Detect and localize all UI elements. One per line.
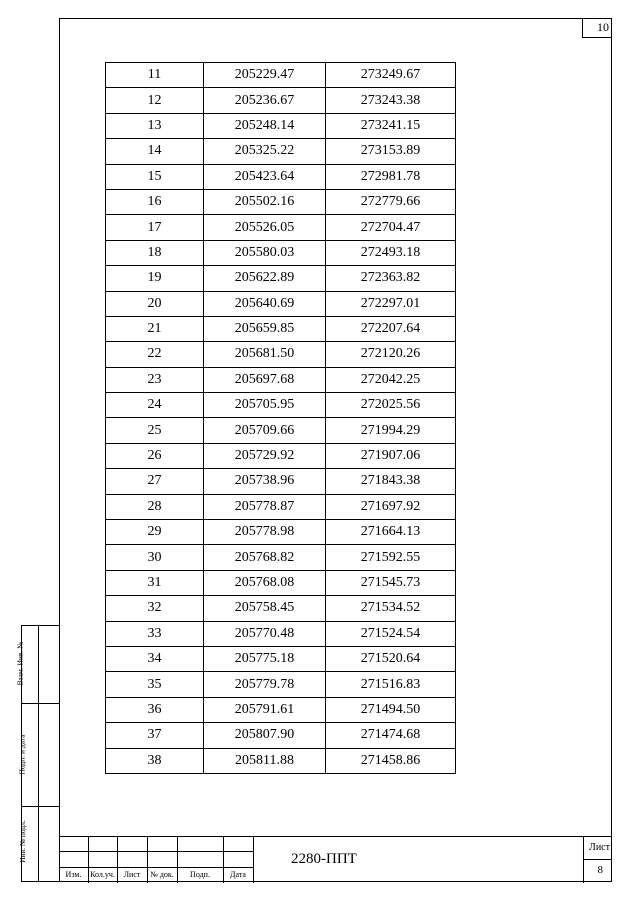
coordinates-table — [105, 62, 456, 774]
point-number-cell: 18 — [106, 240, 204, 265]
point-number-cell: 15 — [106, 164, 204, 189]
table-row — [106, 748, 456, 773]
point-number-cell: 21 — [106, 316, 204, 341]
x-coordinate-cell: 205705.95 — [204, 393, 326, 418]
title-block — [59, 836, 612, 882]
col-label-count: Кол.уч. — [90, 870, 115, 879]
x-coordinate-cell: 205681.50 — [204, 342, 326, 367]
table-row — [106, 139, 456, 164]
x-coordinate-cell: 205768.82 — [204, 545, 326, 570]
point-number-cell: 27 — [106, 469, 204, 494]
x-coordinate-cell: 205502.16 — [204, 189, 326, 214]
point-number-cell: 31 — [106, 570, 204, 595]
table-row — [106, 316, 456, 341]
y-coordinate-cell: 272025.56 — [326, 393, 456, 418]
table-row — [106, 164, 456, 189]
x-coordinate-cell: 205791.61 — [204, 697, 326, 722]
x-coordinate-cell: 205423.64 — [204, 164, 326, 189]
col-label-date: Дата — [230, 870, 246, 879]
title-block-col-line — [583, 837, 584, 883]
binding-strip-divider — [21, 703, 59, 704]
point-number-cell: 16 — [106, 189, 204, 214]
x-coordinate-cell: 205229.47 — [204, 63, 326, 88]
x-coordinate-cell: 205640.69 — [204, 291, 326, 316]
point-number-cell: 13 — [106, 113, 204, 138]
y-coordinate-cell: 271494.50 — [326, 697, 456, 722]
point-number-cell: 34 — [106, 646, 204, 671]
y-coordinate-cell: 272981.78 — [326, 164, 456, 189]
y-coordinate-cell: 273153.89 — [326, 139, 456, 164]
table-row — [106, 113, 456, 138]
y-coordinate-cell: 272363.82 — [326, 266, 456, 291]
table-row — [106, 215, 456, 240]
point-number-cell: 28 — [106, 494, 204, 519]
x-coordinate-cell: 205779.78 — [204, 672, 326, 697]
table-row — [106, 240, 456, 265]
y-coordinate-cell: 271907.06 — [326, 443, 456, 468]
table-row — [106, 443, 456, 468]
page-number: 10 — [597, 20, 609, 34]
table-row — [106, 545, 456, 570]
point-number-cell: 24 — [106, 393, 204, 418]
x-coordinate-cell: 205778.98 — [204, 520, 326, 545]
point-number-cell: 25 — [106, 418, 204, 443]
point-number-cell: 26 — [106, 443, 204, 468]
x-coordinate-cell: 205811.88 — [204, 748, 326, 773]
point-number-cell: 37 — [106, 723, 204, 748]
replacement-inventory-label: Взам. Инв. № — [15, 641, 25, 686]
table-row — [106, 88, 456, 113]
point-number-cell: 35 — [106, 672, 204, 697]
original-inventory-label: Инв. № подл. — [17, 820, 27, 863]
table-row — [106, 418, 456, 443]
table-row — [106, 291, 456, 316]
x-coordinate-cell: 205580.03 — [204, 240, 326, 265]
y-coordinate-cell: 271697.92 — [326, 494, 456, 519]
x-coordinate-cell: 205248.14 — [204, 113, 326, 138]
y-coordinate-cell: 271664.13 — [326, 520, 456, 545]
y-coordinate-cell: 271994.29 — [326, 418, 456, 443]
y-coordinate-cell: 273243.38 — [326, 88, 456, 113]
x-coordinate-cell: 205236.67 — [204, 88, 326, 113]
sheet-number: 8 — [597, 864, 603, 876]
coordinates-table-body — [106, 63, 456, 774]
table-row — [106, 367, 456, 392]
x-coordinate-cell: 205770.48 — [204, 621, 326, 646]
page-number-box — [582, 18, 612, 38]
x-coordinate-cell: 205768.08 — [204, 570, 326, 595]
title-block-row-line — [583, 859, 612, 860]
x-coordinate-cell: 205778.87 — [204, 494, 326, 519]
point-number-cell: 19 — [106, 266, 204, 291]
y-coordinate-cell: 272779.66 — [326, 189, 456, 214]
binding-strip-col-wide — [38, 625, 59, 882]
table-row — [106, 342, 456, 367]
y-coordinate-cell: 271843.38 — [326, 469, 456, 494]
y-coordinate-cell: 272120.26 — [326, 342, 456, 367]
y-coordinate-cell: 271474.68 — [326, 723, 456, 748]
table-row — [106, 646, 456, 671]
sheet-label: Лист — [589, 842, 610, 853]
table-row — [106, 570, 456, 595]
point-number-cell: 33 — [106, 621, 204, 646]
table-row — [106, 672, 456, 697]
y-coordinate-cell: 272704.47 — [326, 215, 456, 240]
table-row — [106, 189, 456, 214]
table-row — [106, 723, 456, 748]
col-label-sheet: Лист — [123, 870, 141, 879]
table-row — [106, 266, 456, 291]
y-coordinate-cell: 271534.52 — [326, 596, 456, 621]
title-block-col-line — [253, 837, 254, 883]
y-coordinate-cell: 272297.01 — [326, 291, 456, 316]
point-number-cell: 17 — [106, 215, 204, 240]
col-label-doc-no: № док. — [150, 870, 174, 879]
y-coordinate-cell: 271545.73 — [326, 570, 456, 595]
point-number-cell: 36 — [106, 697, 204, 722]
point-number-cell: 14 — [106, 139, 204, 164]
point-number-cell: 12 — [106, 88, 204, 113]
y-coordinate-cell: 273241.15 — [326, 113, 456, 138]
x-coordinate-cell: 205659.85 — [204, 316, 326, 341]
point-number-cell: 11 — [106, 63, 204, 88]
x-coordinate-cell: 205775.18 — [204, 646, 326, 671]
x-coordinate-cell: 205709.66 — [204, 418, 326, 443]
x-coordinate-cell: 205526.05 — [204, 215, 326, 240]
y-coordinate-cell: 271458.86 — [326, 748, 456, 773]
table-row — [106, 494, 456, 519]
table-row — [106, 520, 456, 545]
x-coordinate-cell: 205758.45 — [204, 596, 326, 621]
table-row — [106, 621, 456, 646]
binding-strip — [15, 625, 59, 882]
x-coordinate-cell: 205622.89 — [204, 266, 326, 291]
signature-date-label: Подп. и дата — [17, 734, 27, 775]
table-row — [106, 393, 456, 418]
point-number-cell: 20 — [106, 291, 204, 316]
table-row — [106, 697, 456, 722]
point-number-cell: 32 — [106, 596, 204, 621]
y-coordinate-cell: 273249.67 — [326, 63, 456, 88]
x-coordinate-cell: 205729.92 — [204, 443, 326, 468]
col-label-signature: Подп. — [190, 870, 210, 879]
point-number-cell: 22 — [106, 342, 204, 367]
x-coordinate-cell: 205738.96 — [204, 469, 326, 494]
point-number-cell: 38 — [106, 748, 204, 773]
binding-strip-divider — [21, 806, 59, 807]
document-code: 2280-ППТ — [291, 851, 357, 867]
y-coordinate-cell: 271524.54 — [326, 621, 456, 646]
y-coordinate-cell: 272042.25 — [326, 367, 456, 392]
col-label-change: Изм. — [65, 870, 82, 879]
y-coordinate-cell: 272207.64 — [326, 316, 456, 341]
y-coordinate-cell: 271520.64 — [326, 646, 456, 671]
table-row — [106, 596, 456, 621]
point-number-cell: 23 — [106, 367, 204, 392]
y-coordinate-cell: 271592.55 — [326, 545, 456, 570]
point-number-cell: 30 — [106, 545, 204, 570]
y-coordinate-cell: 272493.18 — [326, 240, 456, 265]
table-row — [106, 63, 456, 88]
x-coordinate-cell: 205807.90 — [204, 723, 326, 748]
table-row — [106, 469, 456, 494]
x-coordinate-cell: 205325.22 — [204, 139, 326, 164]
x-coordinate-cell: 205697.68 — [204, 367, 326, 392]
point-number-cell: 29 — [106, 520, 204, 545]
y-coordinate-cell: 271516.83 — [326, 672, 456, 697]
